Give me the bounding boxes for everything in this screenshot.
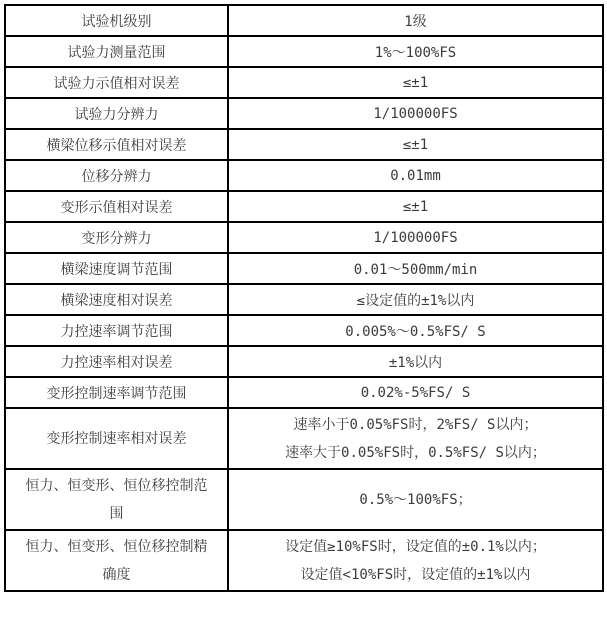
text-line: 变形控制速率调节范围 [46, 385, 187, 402]
spec-label-cell [5, 284, 228, 315]
text-line: 恒力、恒变形、恒位移控制精 [25, 538, 208, 555]
table-row [5, 160, 603, 191]
text-line: 速率大于0.05%FS时，0.5%FS/ S以内； [285, 444, 546, 461]
table-row [5, 408, 603, 469]
spec-label-cell [5, 253, 228, 284]
table-row [5, 5, 603, 36]
spec-value-cell [228, 36, 603, 67]
spec-value-cell [228, 253, 603, 284]
text-line: ≤±1 [402, 74, 429, 91]
table-row [5, 315, 603, 346]
table-row [5, 98, 603, 129]
table-row [5, 253, 603, 284]
table-row [5, 377, 603, 408]
spec-label-cell [5, 191, 228, 222]
text-line: 力控速率调节范围 [60, 323, 173, 340]
text-line: 0.005%～0.5%FS/ S [345, 323, 486, 340]
text-line: 1%～100%FS [374, 44, 457, 61]
table-row [5, 129, 603, 160]
table-row [5, 284, 603, 315]
text-line: 试验机级别 [81, 13, 152, 30]
text-line: 速率小于0.05%FS时，2%FS/ S以内； [293, 416, 538, 433]
spec-table-body [5, 5, 603, 591]
spec-value-cell [228, 5, 603, 36]
spec-value-cell [228, 160, 603, 191]
text-line: 横梁位移示值相对误差 [46, 137, 187, 154]
spec-label-cell [5, 36, 228, 67]
text-line: ±1%以内 [388, 354, 443, 371]
text-line: 恒力、恒变形、恒位移控制范 [25, 477, 208, 494]
spec-value-cell [228, 284, 603, 315]
spec-table [4, 4, 604, 592]
text-line: 0.5%～100%FS； [359, 491, 472, 508]
text-line: 力控速率相对误差 [60, 354, 173, 371]
spec-value-cell [228, 530, 603, 591]
text-line: 1级 [404, 13, 427, 30]
text-line: 试验力分辨力 [74, 106, 159, 123]
table-row [5, 36, 603, 67]
spec-label-cell [5, 530, 228, 591]
spec-value-cell [228, 98, 603, 129]
text-line: ≤设定值的±1%以内 [356, 292, 475, 309]
table-row [5, 530, 603, 591]
spec-label-cell [5, 160, 228, 191]
spec-label-cell [5, 377, 228, 408]
text-line: 变形分辨力 [81, 230, 152, 247]
text-line: 0.01～500mm/min [353, 261, 478, 278]
spec-value-cell [228, 191, 603, 222]
spec-value-cell [228, 129, 603, 160]
spec-value-cell [228, 346, 603, 377]
table-row [5, 191, 603, 222]
text-line: 围 [109, 505, 124, 522]
spec-label-cell [5, 98, 228, 129]
spec-label-cell [5, 315, 228, 346]
spec-label-cell [5, 67, 228, 98]
text-line: 变形示值相对误差 [60, 199, 173, 216]
text-line: 试验力测量范围 [67, 44, 166, 61]
text-line: 位移分辨力 [81, 168, 152, 185]
spec-value-cell [228, 377, 603, 408]
text-line: 1/100000FS [373, 105, 458, 122]
text-line: 1/100000FS [373, 229, 458, 246]
spec-value-cell [228, 315, 603, 346]
text-line: 横梁速度调节范围 [60, 261, 173, 278]
text-line: ≤±1 [402, 198, 429, 215]
text-line: 设定值<10%FS时，设定值的±1%以内 [300, 566, 531, 583]
spec-label-cell [5, 129, 228, 160]
text-line: 确度 [102, 566, 131, 583]
spec-label-cell [5, 469, 228, 530]
spec-label-cell [5, 222, 228, 253]
text-line: 横梁速度相对误差 [60, 292, 173, 309]
table-row [5, 346, 603, 377]
spec-label-cell [5, 346, 228, 377]
spec-value-cell [228, 469, 603, 530]
text-line: 0.02%-5%FS/ S [360, 384, 471, 401]
spec-value-cell [228, 67, 603, 98]
spec-value-cell [228, 222, 603, 253]
text-line: 变形控制速率相对误差 [46, 430, 187, 447]
table-row [5, 67, 603, 98]
table-row [5, 469, 603, 530]
spec-value-cell [228, 408, 603, 469]
text-line: 设定值≥10%FS时，设定值的±0.1%以内； [285, 538, 546, 555]
text-line: 试验力示值相对误差 [53, 75, 180, 92]
text-line: 0.01mm [390, 167, 441, 184]
spec-label-cell [5, 408, 228, 469]
text-line: ≤±1 [402, 136, 429, 153]
spec-label-cell [5, 5, 228, 36]
table-row [5, 222, 603, 253]
